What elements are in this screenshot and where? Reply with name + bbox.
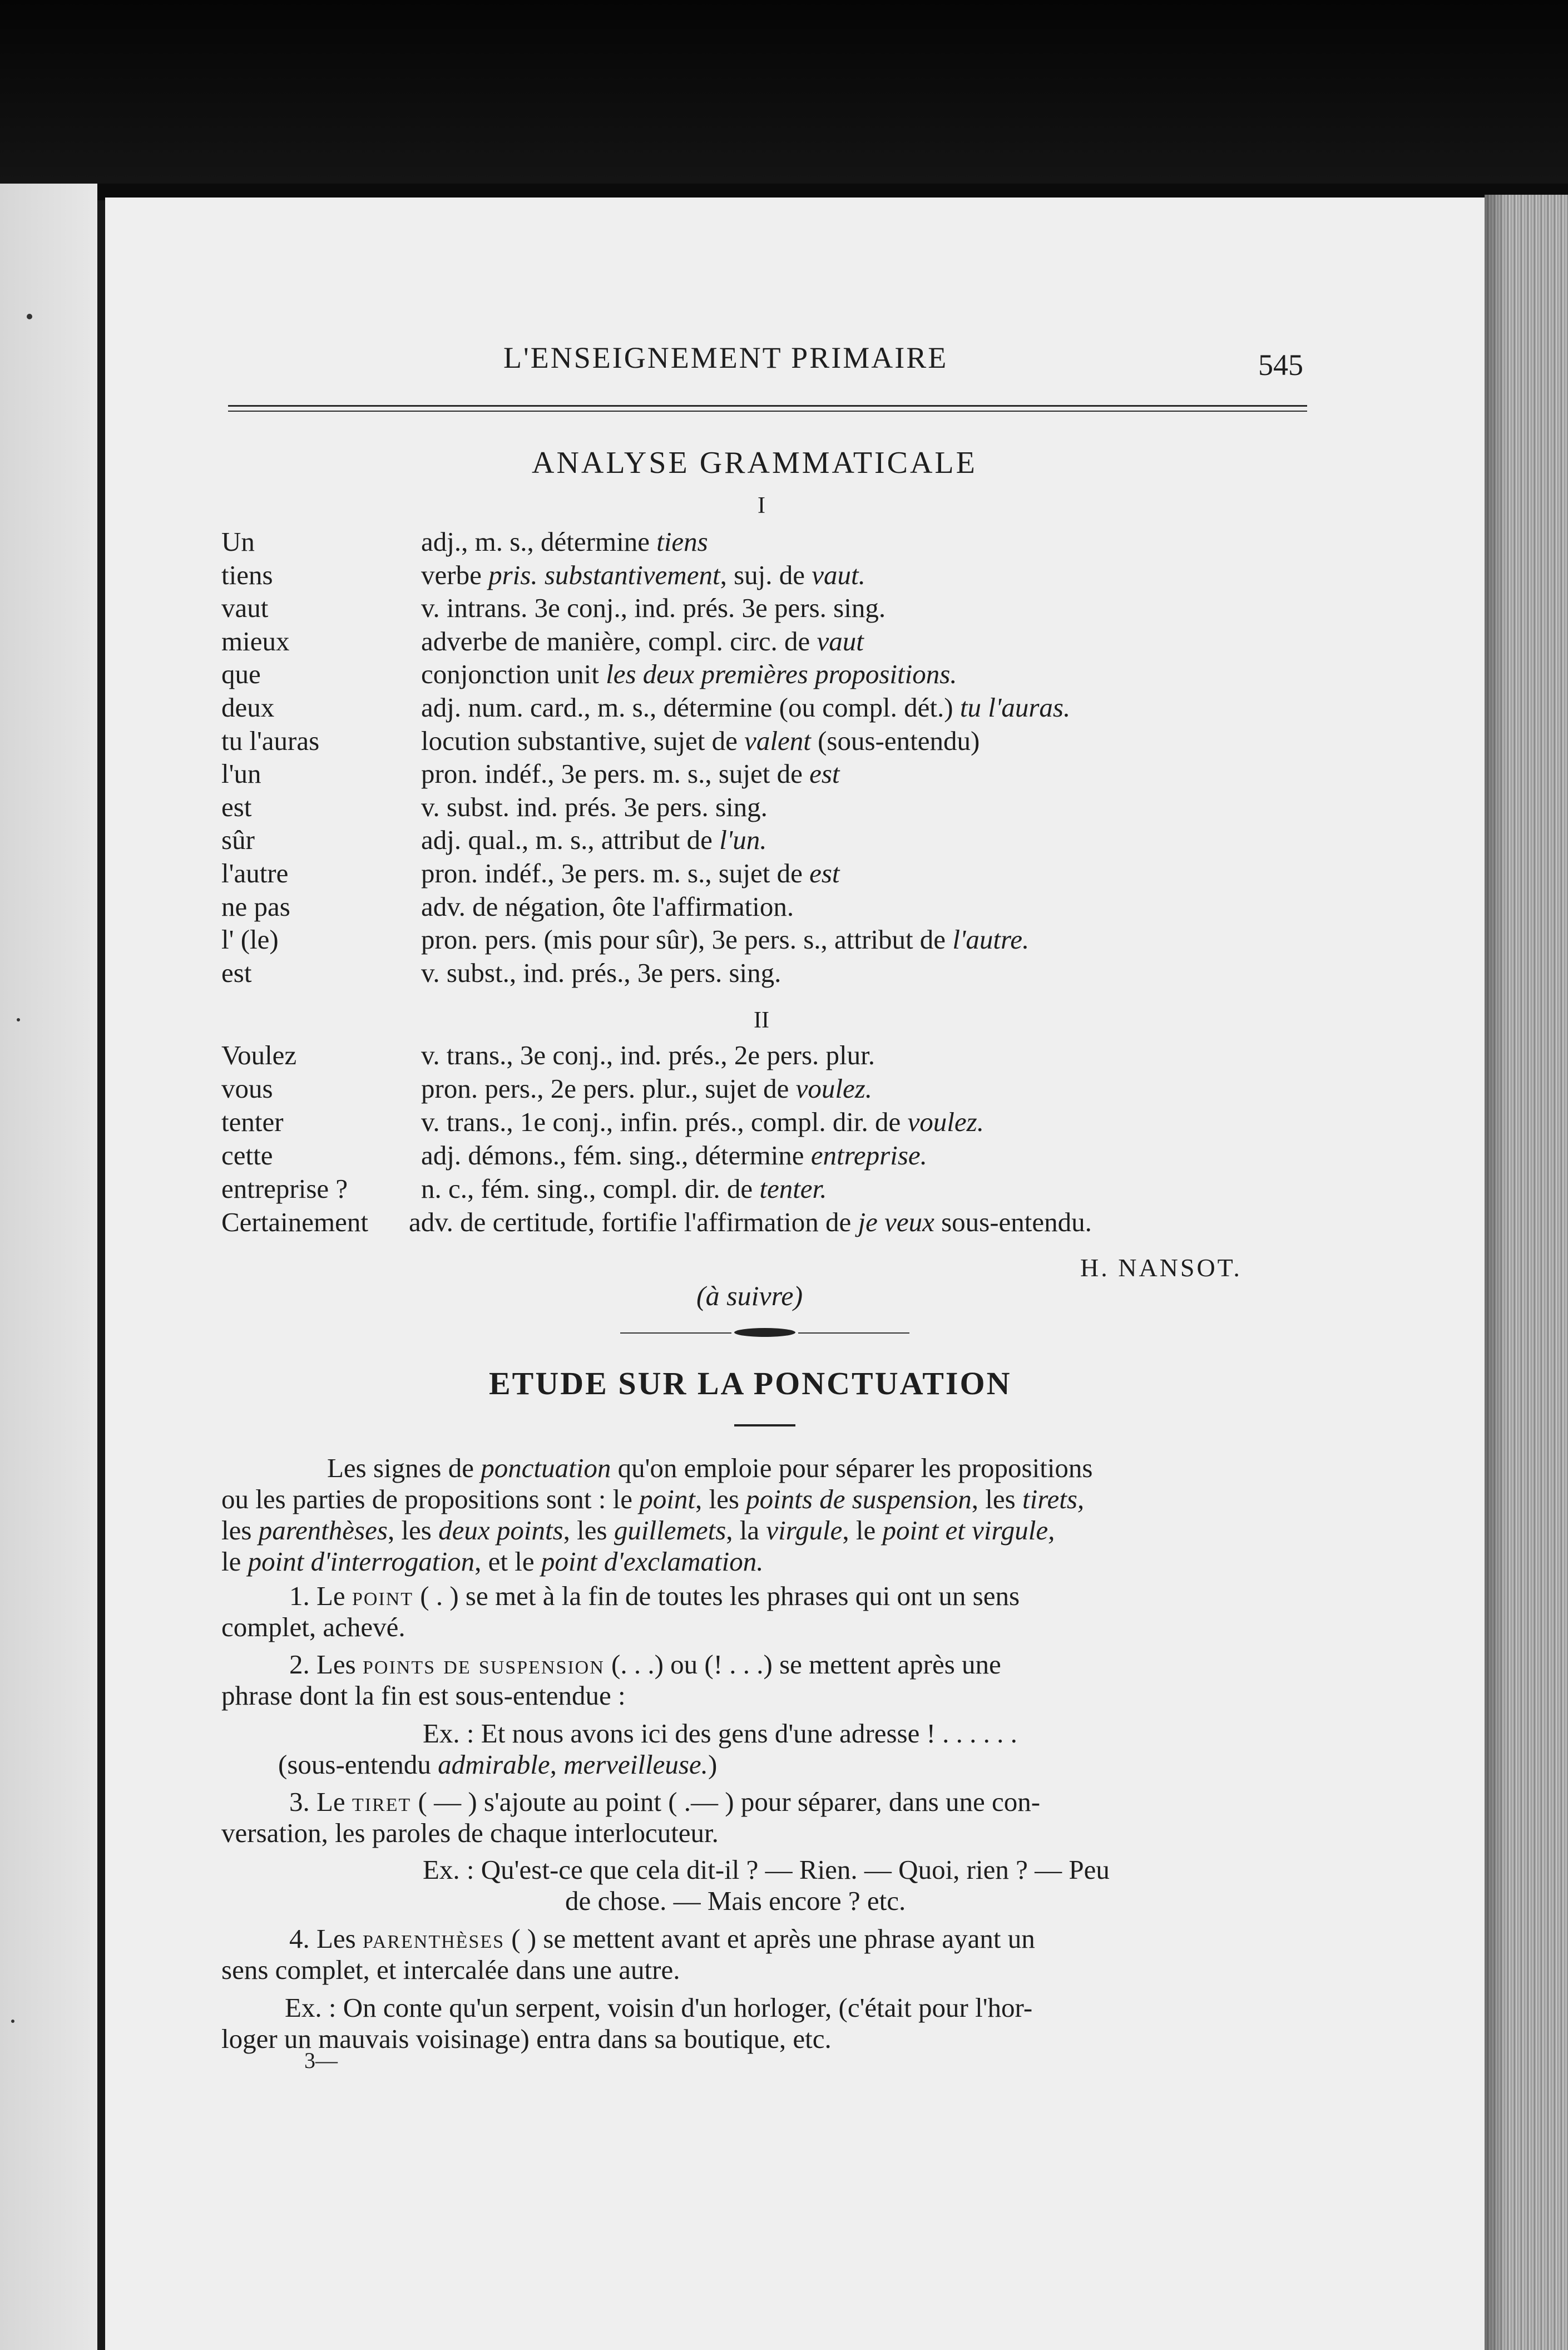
text-run: 1. Le — [289, 1581, 352, 1611]
text-run: v. subst., ind. prés., 3e pers. sing. — [421, 957, 781, 988]
word-analysis — [421, 957, 781, 989]
word-analysis — [421, 857, 840, 889]
word-analysis — [421, 791, 768, 823]
italic-run: deux points — [438, 1515, 563, 1546]
text-run: pron. indéf., 3e pers. m. s., sujet de — [421, 858, 810, 888]
italic-run: voulez. — [795, 1073, 873, 1104]
text-run: pron. indéf., 3e pers. m. s., sujet de — [421, 758, 810, 789]
text-run: (sous-entendu — [278, 1749, 438, 1780]
text-run: , le — [842, 1515, 883, 1546]
analyzed-word: l' (le) — [221, 924, 279, 955]
italic-run: l'autre. — [952, 924, 1030, 955]
word-analysis — [421, 592, 886, 624]
analyzed-word: mieux — [221, 625, 290, 656]
text-run: adv. de certitude, fortifie l'affirmation de — [409, 1207, 858, 1237]
text-run: v. trans., 3e conj., ind. prés., 2e pers. plur. — [421, 1040, 875, 1070]
ink-speck — [17, 1018, 20, 1021]
italic-run: point et virgule, — [882, 1515, 1055, 1546]
text-run: , et le — [474, 1546, 541, 1577]
text-run: Ex. : Qu'est-ce que cela dit-il ? — Rien. — Quoi, rien ? — Peu — [423, 1854, 1110, 1885]
book-gutter — [97, 200, 105, 2350]
part-label: II — [754, 1008, 769, 1033]
text-run: le — [221, 1546, 248, 1577]
page-stack-edge — [1485, 195, 1568, 2350]
text-run: v. trans., 1e conj., infin. prés., compl. dir. de — [421, 1107, 908, 1137]
text-run: ( ) se mettent avant et après une phrase ayant un — [504, 1923, 1035, 1954]
text-line — [285, 1992, 1032, 2023]
text-run: 3. Le — [289, 1786, 352, 1817]
text-line — [423, 1854, 1110, 1885]
text-line — [289, 1648, 1001, 1680]
analyzed-word: Certainement — [221, 1207, 368, 1237]
italic-run: admirable, merveilleuse. — [438, 1749, 708, 1780]
text-line — [221, 1817, 719, 1849]
word-analysis — [421, 891, 794, 922]
small-caps-run: points de suspension — [363, 1649, 605, 1680]
text-line — [565, 1885, 906, 1917]
small-caps-run: parenthèses — [363, 1923, 505, 1954]
text-line — [221, 1680, 626, 1711]
italic-run: valent — [744, 725, 811, 756]
scan-background-top — [0, 0, 1568, 184]
text-line — [221, 1611, 405, 1643]
italic-run: voulez. — [907, 1107, 984, 1137]
text-run: versation, les paroles de chaque interlocuteur. — [221, 1818, 719, 1848]
word-analysis — [409, 1206, 1092, 1238]
text-run: Les signes de — [327, 1453, 481, 1483]
text-run: verbe — [421, 559, 489, 590]
text-run: phrase dont la fin est sous-entendue : — [221, 1680, 626, 1711]
small-caps-run: tiret — [352, 1786, 412, 1817]
text-run: v. subst. ind. prés. 3e pers. sing. — [421, 791, 768, 822]
article-title: ETUDE SUR LA PONCTUATION — [489, 1365, 1012, 1401]
text-line — [221, 1483, 1084, 1515]
text-run: 2. Les — [289, 1649, 363, 1680]
text-run: (sous-entendu) — [810, 725, 980, 756]
analyzed-word: vous — [221, 1073, 273, 1104]
text-run: , les — [971, 1484, 1022, 1514]
signature-mark: 3— — [304, 2048, 338, 2073]
italic-run: je veux — [858, 1207, 934, 1237]
ink-speck — [27, 314, 32, 319]
text-run: locution substantive, sujet de — [421, 725, 745, 756]
text-run: complet, achevé. — [221, 1612, 405, 1642]
ornament-divider — [620, 1331, 909, 1335]
italic-run: les deux premières propositions. — [606, 659, 957, 690]
analyzed-word: cette — [221, 1140, 273, 1171]
text-run: ( — ) s'ajoute au point ( .— ) pour séparer, dans une con- — [411, 1786, 1041, 1817]
analyzed-word: Un — [221, 526, 255, 557]
analyzed-word: tiens — [221, 559, 273, 590]
text-line — [289, 1580, 1020, 1612]
word-analysis — [421, 1039, 875, 1071]
word-analysis — [421, 559, 865, 591]
italic-run: l'un. — [719, 825, 767, 856]
text-line — [289, 1923, 1035, 1954]
ink-speck — [11, 2020, 14, 2023]
text-run: adj. démons., fém. sing., détermine — [421, 1140, 811, 1171]
title-rule — [734, 1424, 795, 1426]
text-run: sens complet, et intercalée dans une autre. — [221, 1954, 680, 1985]
header-rule-thin — [228, 411, 1307, 412]
text-run: ) — [708, 1749, 718, 1780]
italic-run: point — [639, 1484, 695, 1514]
text-run: adverbe de manière, compl. circ. de — [421, 625, 817, 656]
text-run: n. c., fém. sing., compl. dir. de — [421, 1173, 760, 1204]
italic-run: entreprise. — [810, 1140, 927, 1171]
word-analysis — [421, 692, 1070, 723]
italic-run: pris. substantivement — [488, 559, 720, 590]
text-line — [221, 1954, 680, 1986]
word-analysis — [421, 1106, 984, 1138]
italic-run: guillemets — [614, 1515, 726, 1546]
italic-run: tiens — [656, 526, 708, 557]
text-line — [423, 1717, 1017, 1749]
text-line — [221, 1546, 764, 1577]
text-run: pron. pers., 2e pers. plur., sujet de — [421, 1073, 796, 1104]
analyzed-word: que — [221, 659, 261, 690]
word-analysis — [421, 758, 840, 789]
analyzed-word: entreprise ? — [221, 1173, 348, 1204]
word-analysis — [421, 526, 708, 557]
text-run: adv. de négation, ôte l'affirmation. — [421, 891, 794, 922]
text-run: adj. num. card., m. s., détermine (ou compl. dét.) — [421, 692, 960, 723]
italic-run: tu l'auras. — [959, 692, 1071, 723]
text-run: loger un mauvais voisinage) entra dans sa boutique, etc. — [221, 2023, 832, 2054]
small-caps-run: point — [352, 1581, 414, 1611]
word-analysis — [421, 658, 957, 690]
text-run: qu'on emploie pour séparer les propositions — [611, 1453, 1093, 1483]
analyzed-word: est — [221, 791, 252, 822]
text-run: , les — [695, 1484, 746, 1514]
text-line — [289, 1786, 1040, 1818]
text-line — [278, 1749, 717, 1780]
analyzed-word: ne pas — [221, 891, 290, 922]
italic-run: point d'interrogation — [248, 1546, 475, 1577]
italic-run: point d'exclamation. — [541, 1546, 764, 1577]
text-run: , les — [387, 1515, 439, 1546]
text-run: , les — [563, 1515, 614, 1546]
text-line — [327, 1452, 1093, 1484]
word-analysis — [421, 824, 767, 856]
continued-note: (à suivre) — [696, 1280, 803, 1311]
text-run: , suj. de — [720, 559, 812, 590]
word-analysis — [421, 1073, 872, 1104]
analyzed-word: l'autre — [221, 858, 289, 888]
text-run: , la — [726, 1515, 766, 1546]
analyzed-word: sûr — [221, 825, 255, 856]
word-analysis — [421, 625, 864, 657]
text-run: Ex. : On conte qu'un serpent, voisin d'un horloger, (c'était pour l'hor- — [285, 1992, 1033, 2023]
author-signature: H. NANSOT. — [1080, 1253, 1242, 1282]
text-run: Ex. : Et nous avons ici des gens d'une adresse ! . . . . . . — [423, 1718, 1017, 1749]
analyzed-word: tenter — [221, 1107, 284, 1137]
analyzed-word: vaut — [221, 593, 269, 624]
italic-run: vaut. — [812, 559, 865, 590]
italic-run: virgule — [766, 1515, 843, 1546]
page-number: 545 — [1258, 348, 1303, 382]
analyzed-word: tu l'auras — [221, 725, 320, 756]
text-run: pron. pers. (mis pour sûr), 3e pers. s., attribut de — [421, 924, 953, 955]
text-run: sous-entendu. — [934, 1207, 1092, 1237]
word-analysis — [421, 1173, 827, 1204]
section-title: ANALYSE GRAMMATICALE — [532, 446, 977, 480]
analyzed-word: est — [221, 957, 252, 988]
text-run: conjonction unit — [421, 659, 606, 690]
italic-run: est — [809, 758, 840, 789]
italic-run: points de suspension — [746, 1484, 972, 1514]
analyzed-word: l'un — [221, 758, 261, 789]
italic-run: tirets, — [1022, 1484, 1085, 1514]
facing-page-edge — [0, 184, 97, 2350]
italic-run: parenthèses — [258, 1515, 388, 1546]
italic-run: est — [809, 858, 840, 888]
text-line — [221, 1514, 1055, 1546]
italic-run: tenter. — [759, 1173, 827, 1204]
word-analysis — [421, 924, 1029, 955]
word-analysis — [421, 725, 980, 757]
text-run: (. . .) ou (! . . .) se mettent après une — [604, 1649, 1001, 1680]
analyzed-word: Voulez — [221, 1040, 297, 1070]
text-run: ou les parties de propositions sont : le — [221, 1484, 640, 1514]
italic-run: vaut — [817, 625, 864, 656]
analyzed-word: deux — [221, 692, 275, 723]
italic-run: ponctuation — [481, 1453, 611, 1483]
header-rule — [228, 405, 1307, 407]
part-label: I — [758, 493, 765, 519]
text-run: adj. qual., m. s., attribut de — [421, 825, 720, 856]
text-run: les — [221, 1515, 259, 1546]
text-run: v. intrans. 3e conj., ind. prés. 3e pers. sing. — [421, 593, 886, 624]
text-run: 4. Les — [289, 1923, 363, 1954]
running-header: L'ENSEIGNEMENT PRIMAIRE — [503, 341, 948, 374]
text-run: ( . ) se met à la fin de toutes les phrases qui ont un sens — [413, 1581, 1020, 1611]
word-analysis — [421, 1139, 927, 1171]
text-run: adj., m. s., détermine — [421, 526, 657, 557]
text-run: de chose. — Mais encore ? etc. — [565, 1885, 906, 1916]
